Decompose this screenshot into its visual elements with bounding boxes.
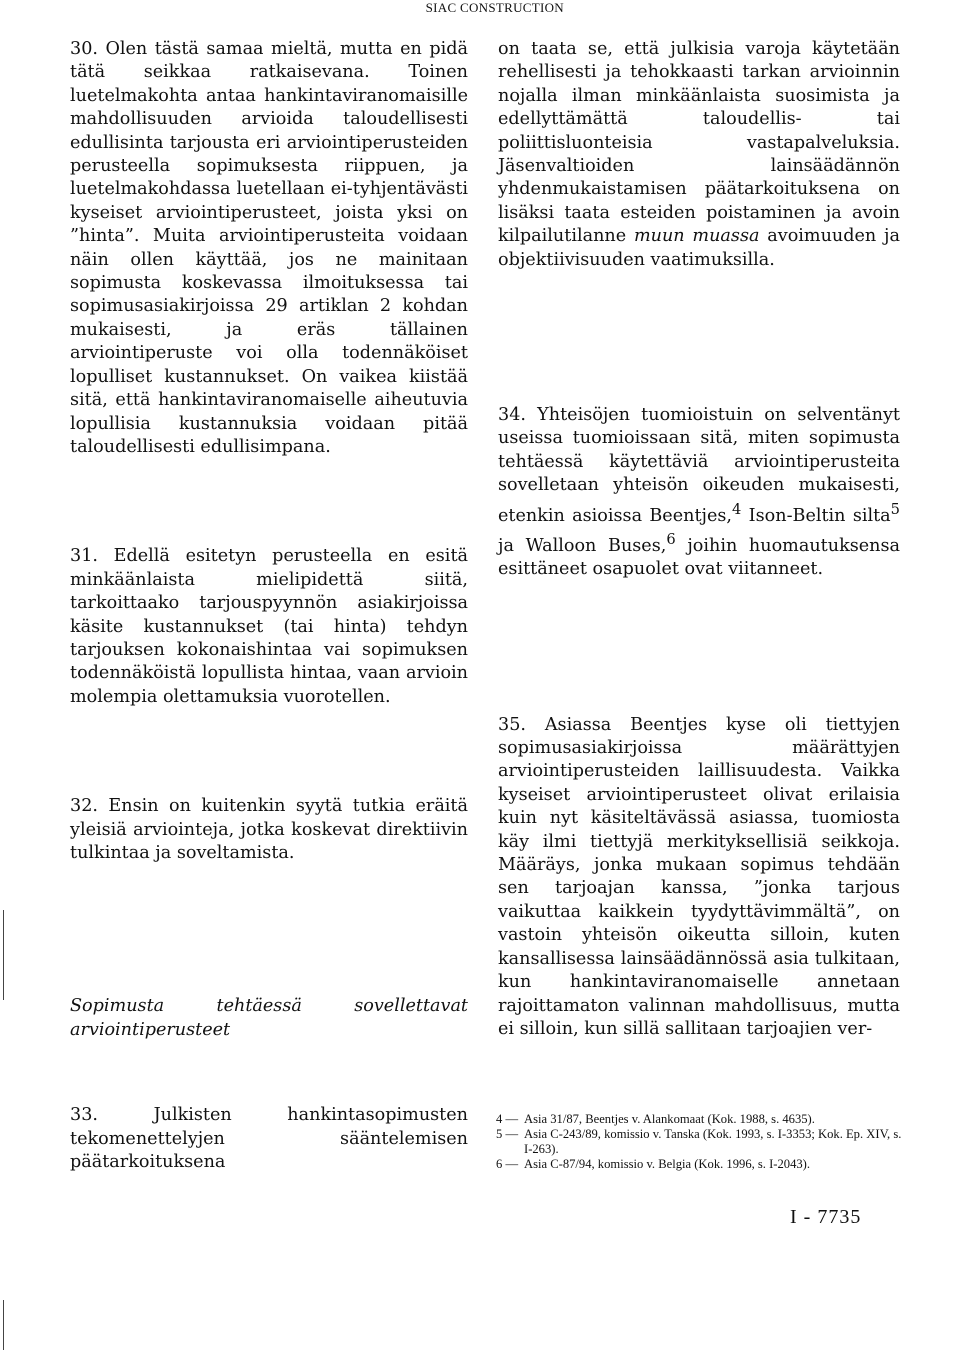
continued-italic: muun muassa: [633, 226, 760, 247]
footnote-ref-5: 5: [890, 500, 900, 518]
left-column: [70, 0, 468, 1174]
footnotes: [496, 1112, 906, 1172]
continued-text: on taata se, että julkisia varoja käytetään rehellisesti ja tehokkaasti tarkan arvioinnin nojalla ilman minkäänlaista suosimista ja edellyttämättä taloudellis- tai poliittisluonteisia vastapalveluksia. Jäsenvaltioiden lainsäädännön yhdenmukaistamisen päätarkoituksena on lisäksi taata esteiden poistaminen ja avoin kilpailutilanne: [498, 39, 900, 247]
page-number: I - 7735: [790, 1206, 862, 1228]
p34-text-c: ja Walloon Buses,: [498, 535, 667, 556]
scan-margin-line: [3, 1300, 4, 1350]
footnote-text: Asia 31/87, Beentjes v. Alankomaat (Kok. 1988, s. 4635).: [524, 1112, 815, 1126]
footnote-5: [496, 1127, 906, 1157]
footnote-text: Asia C-87/94, komissio v. Belgia (Kok. 1996, s. I-2043).: [524, 1157, 811, 1171]
paragraph-34: [498, 404, 900, 582]
continued-end: avoimuuden ja objektiivisuuden vaatimuksilla.: [498, 226, 901, 270]
paragraph-30: 30. Olen tästä samaa mieltä, mutta en pidä tätä seikkaa ratkaisevana. Toinen luetelmakohta antaa hankintaviranomaisille mahdollisuuden arvioida taloudellisesti edullisinta tarjousta eri arviointiperusteiden perusteella sopimuksesta riippuen, ja luetelmakohdassa luetellaan ei-tyhjentävästi kyseiset arviointiperusteet, joista yksi on ”hinta”. Muita arviointiperusteita voidaan näin ollen käyttää, jos ne mainitaan sopimusta koskevassa ilmoituksessa tai sopimusasiakirjoissa 29 artiklan 2 kohdan mukaisesti, ja eräs tällainen arviointiperuste voi olla todennäköiset lopulliset kustannukset. On vaikea kiistää sitä, että hankintaviranomaiselle aiheutuvia lopullisia kustannuksia voidaan pitää taloudellisesti edullisimpana.: [70, 39, 468, 457]
footnote-text: Asia C-243/89, komissio v. Tanska (Kok. 1993, s. I-3353; Kok. Ep. XIV, s. I-263).: [524, 1127, 902, 1156]
footnote-ref-4: 4: [732, 500, 742, 518]
p34-text-b: Ison-Beltin silta: [748, 505, 891, 526]
paragraph-32: 32. Ensin on kuitenkin syytä tutkia eräitä yleisiä arviointeja, jotka koskevat direktiivin tulkintaa ja soveltamista.: [70, 796, 468, 863]
paragraph-continued: [498, 38, 900, 272]
footnote-mark: 6 —: [496, 1157, 519, 1171]
paragraph-33: 33. Julkisten hankintasopimusten tekomenettelyjen sääntelemisen päätarkoituksena: [70, 1105, 468, 1172]
footnote-4: [496, 1112, 906, 1127]
scan-margin-line: [3, 910, 4, 1000]
footnote-mark: 4 —: [496, 1112, 519, 1126]
footnote-6: [496, 1157, 906, 1172]
section-heading: Sopimusta tehtäessä sovellettavat arviointiperusteet: [70, 996, 468, 1040]
footnote-mark: 5 —: [496, 1127, 519, 1141]
paragraph-31: 31. Edellä esitetyn perusteella en esitä minkäänlaista mielipidettä siitä, tarkoittaako tarjouspyynnön asiakirjoissa käsite kustannukset (tai hinta) tehdyn tarjouksen kokonaishintaa vai sopimuksen todennäköistä lopullista hintaa, vaan arvioin molempia olettamuksia vuorotellen.: [70, 546, 468, 707]
running-header: SIAC CONSTRUCTION: [425, 0, 564, 15]
p34-text-a: 34. Yhteisöjen tuomioistuin on selventänyt useissa tuomioissaan sitä, miten sopimusta tehtäessä käytettäviä arviointiperusteita sovelletaan yhteisön oikeuden mukaisesti, etenkin asioissa Beentjes,: [498, 405, 900, 526]
footnote-ref-6: 6: [666, 530, 676, 548]
paragraph-35: 35. Asiassa Beentjes kyse oli tiettyjen sopimusasiakirjoissa määrättyjen arviointiperusteiden laillisuudesta. Vaikka kyseiset arviointiperusteet olivat erilaisia kuin nyt käsiteltävässä asiassa, tuomiosta käy ilmi tiettyjä merkityksellisiä seikkoja. Määräys, jonka mukaan sopimus tehdään sen tarjoajan kanssa, ”jonka tarjous vaikuttaa kaikkein tyydyttävimmältä”, on vastoin yhteisön oikeutta silloin, kuten kansallisessa lainsäädännössä asia tulkitaan, kun hankintaviranomaiselle annetaan rajoittamaton valinnan mahdollisuus, mutta ei silloin, kun sillä sallitaan tarjoajien ver-: [498, 714, 900, 1039]
right-column: [498, 0, 900, 1041]
p34-text-d: joihin huomautuksensa esittäneet osapuolet ovat viitanneet.: [498, 535, 901, 580]
